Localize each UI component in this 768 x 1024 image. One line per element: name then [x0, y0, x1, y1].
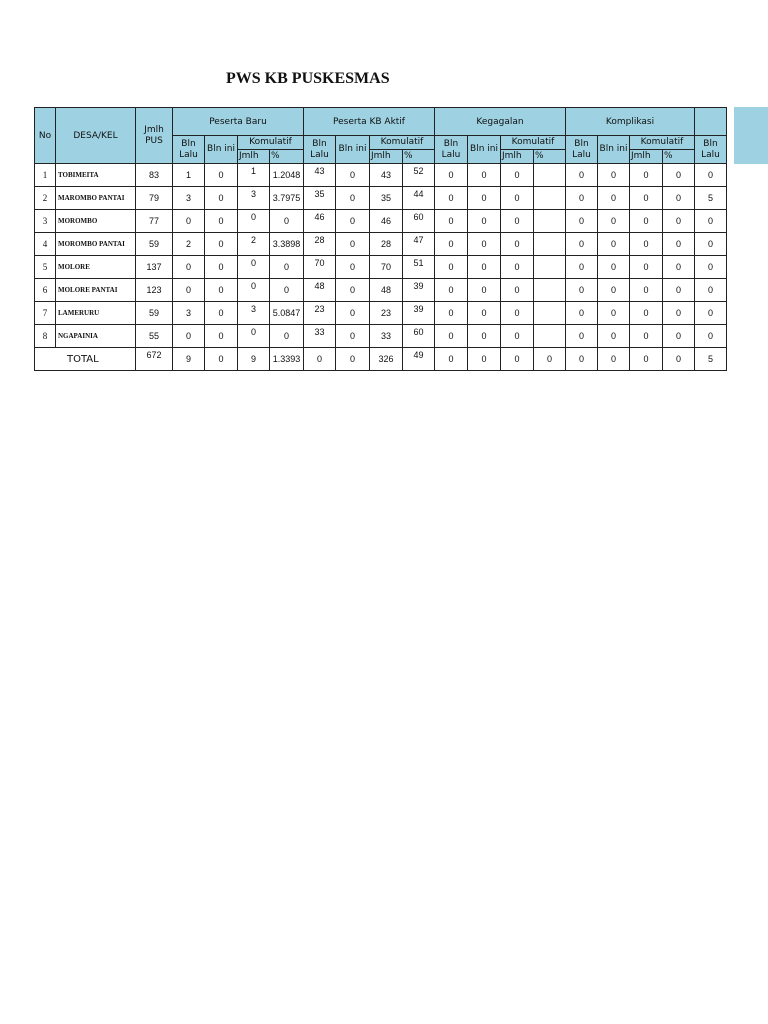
table-body	[35, 164, 727, 348]
cell-kg-ini: 0	[468, 233, 501, 256]
cell-pb-ini: 0	[205, 164, 238, 187]
cell-kg-jmlh: 0	[501, 187, 534, 210]
cell-ka-jmlh: 43	[370, 164, 403, 187]
header-pb-komulatif: Komulatif	[238, 136, 304, 150]
cell-kp-pct: 0	[663, 187, 695, 210]
cell-kp-ini: 0	[598, 233, 630, 256]
cell-pb-pct: 5.0847	[270, 302, 304, 325]
total-pb-jmlh: 9	[238, 348, 270, 371]
cell-ka-jmlh: 48	[370, 279, 403, 302]
cell-kp-pct: 0	[663, 233, 695, 256]
total-kg-jmlh: 0	[501, 348, 534, 371]
cell-kp-ini: 0	[598, 187, 630, 210]
total-kp-lalu: 0	[566, 348, 598, 371]
cell-ka-pct: 60	[403, 210, 435, 233]
cell-pb-lalu: 0	[173, 279, 205, 302]
header-pb-bln-ini: Bln ini	[205, 136, 238, 164]
cell-ka-pct: 39	[403, 279, 435, 302]
cell-ka-lalu: 70	[304, 256, 336, 279]
header-komplikasi: Komplikasi	[566, 108, 695, 136]
cell-pb-ini: 0	[205, 302, 238, 325]
header-no: No	[35, 108, 56, 164]
total-ka-jmlh: 326	[370, 348, 403, 371]
cell-kp-jmlh: 0	[630, 279, 663, 302]
cell-kp-pct: 0	[663, 325, 695, 348]
cell-kp-lalu: 0	[566, 210, 598, 233]
cell-kg-lalu: 0	[435, 233, 468, 256]
total-ka-ini: 0	[336, 348, 370, 371]
total-x-lalu: 5	[695, 348, 727, 371]
cell-ka-lalu: 23	[304, 302, 336, 325]
cell-ka-ini: 0	[336, 164, 370, 187]
pws-table	[34, 107, 727, 371]
cell-pus: 77	[136, 210, 173, 233]
cell-pb-ini: 0	[205, 279, 238, 302]
cell-pb-jmlh: 2	[238, 233, 270, 256]
header-kg-bln-lalu: Bln Lalu	[435, 136, 468, 164]
cell-pus: 55	[136, 325, 173, 348]
cell-kp-jmlh: 0	[630, 164, 663, 187]
cell-pb-lalu: 0	[173, 256, 205, 279]
cell-kg-pct	[534, 256, 566, 279]
header-pus: Jmlh PUS	[136, 108, 173, 164]
header-kg-komulatif: Komulatif	[501, 136, 566, 150]
cell-pb-jmlh: 1	[238, 164, 270, 187]
cell-no: 6	[35, 279, 56, 302]
cell-pb-ini: 0	[205, 325, 238, 348]
total-row	[35, 348, 727, 371]
cell-ka-jmlh: 23	[370, 302, 403, 325]
cell-ka-lalu: 46	[304, 210, 336, 233]
cell-ka-lalu: 43	[304, 164, 336, 187]
cell-kg-jmlh: 0	[501, 164, 534, 187]
total-kp-jmlh: 0	[630, 348, 663, 371]
cell-kg-jmlh: 0	[501, 325, 534, 348]
cell-pb-pct: 1.2048	[270, 164, 304, 187]
cell-ka-lalu: 33	[304, 325, 336, 348]
cell-kg-lalu: 0	[435, 256, 468, 279]
cell-ka-jmlh: 28	[370, 233, 403, 256]
header-ka-pct: %	[403, 150, 435, 164]
cell-desa: NGAPAINIA	[56, 325, 136, 348]
cell-desa: MOLORE	[56, 256, 136, 279]
total-ka-pct: 49	[403, 348, 435, 371]
cell-kg-lalu: 0	[435, 187, 468, 210]
cell-x-lalu: 0	[695, 302, 727, 325]
cell-ka-ini: 0	[336, 279, 370, 302]
cell-ka-ini: 0	[336, 302, 370, 325]
header-kg-bln-ini: Bln ini	[468, 136, 501, 164]
cell-no: 1	[35, 164, 56, 187]
header-x-bln-lalu: Bln Lalu	[695, 136, 727, 164]
cell-ka-lalu: 48	[304, 279, 336, 302]
cell-kp-ini: 0	[598, 164, 630, 187]
cell-kp-lalu: 0	[566, 187, 598, 210]
cell-ka-pct: 60	[403, 325, 435, 348]
cell-x-lalu: 0	[695, 210, 727, 233]
cell-kg-jmlh: 0	[501, 279, 534, 302]
cell-kg-pct	[534, 279, 566, 302]
cell-pb-lalu: 1	[173, 164, 205, 187]
cell-kp-pct: 0	[663, 164, 695, 187]
cell-kg-ini: 0	[468, 164, 501, 187]
cell-kg-lalu: 0	[435, 302, 468, 325]
total-kg-lalu: 0	[435, 348, 468, 371]
header-ka-komulatif: Komulatif	[370, 136, 435, 150]
table-row	[35, 325, 727, 348]
cell-ka-pct: 39	[403, 302, 435, 325]
cell-x-lalu: 0	[695, 325, 727, 348]
header-kp-bln-lalu: Bln Lalu	[566, 136, 598, 164]
cell-no: 7	[35, 302, 56, 325]
cell-kg-ini: 0	[468, 279, 501, 302]
cell-pus: 79	[136, 187, 173, 210]
cell-pb-jmlh: 0	[238, 256, 270, 279]
table-row	[35, 187, 727, 210]
cell-kp-lalu: 0	[566, 233, 598, 256]
cell-pus: 59	[136, 233, 173, 256]
cell-kp-jmlh: 0	[630, 233, 663, 256]
header-pb-pct: %	[270, 150, 304, 164]
cell-pb-pct: 3.7975	[270, 187, 304, 210]
cell-desa: LAMERURU	[56, 302, 136, 325]
header-pb-jmlh: Jmlh	[238, 150, 270, 164]
header-desa: DESA/KEL	[56, 108, 136, 164]
cell-pb-lalu: 3	[173, 187, 205, 210]
cell-kg-pct	[534, 325, 566, 348]
cell-kg-ini: 0	[468, 325, 501, 348]
header-pb-bln-lalu: Bln Lalu	[173, 136, 205, 164]
header-kp-komulatif: Komulatif	[630, 136, 695, 150]
cell-kg-jmlh: 0	[501, 210, 534, 233]
cell-kp-ini: 0	[598, 256, 630, 279]
cell-pb-pct: 0	[270, 279, 304, 302]
cell-kp-lalu: 0	[566, 302, 598, 325]
cell-kp-jmlh: 0	[630, 256, 663, 279]
cell-kp-lalu: 0	[566, 164, 598, 187]
cell-pb-jmlh: 0	[238, 210, 270, 233]
cell-kg-pct	[534, 210, 566, 233]
cell-pus: 123	[136, 279, 173, 302]
cell-pb-pct: 0	[270, 325, 304, 348]
cell-kg-jmlh: 0	[501, 233, 534, 256]
total-ka-lalu: 0	[304, 348, 336, 371]
total-kp-ini: 0	[598, 348, 630, 371]
cell-pb-lalu: 2	[173, 233, 205, 256]
cell-kp-jmlh: 0	[630, 187, 663, 210]
cell-kp-lalu: 0	[566, 256, 598, 279]
cell-kg-ini: 0	[468, 302, 501, 325]
cell-kg-jmlh: 0	[501, 256, 534, 279]
cell-pb-lalu: 3	[173, 302, 205, 325]
cell-kg-ini: 0	[468, 256, 501, 279]
cell-x-lalu: 0	[695, 233, 727, 256]
cell-kp-jmlh: 0	[630, 325, 663, 348]
cell-kg-pct	[534, 302, 566, 325]
cell-no: 2	[35, 187, 56, 210]
table-row	[35, 302, 727, 325]
total-pb-pct: 1.3393	[270, 348, 304, 371]
cell-kp-lalu: 0	[566, 325, 598, 348]
cell-kg-pct	[534, 187, 566, 210]
header-kp-bln-ini: Bln ini	[598, 136, 630, 164]
cell-pb-jmlh: 3	[238, 187, 270, 210]
cell-pb-pct: 0	[270, 256, 304, 279]
cell-kp-pct: 0	[663, 210, 695, 233]
header-extra	[695, 108, 727, 136]
total-kp-pct: 0	[663, 348, 695, 371]
cell-ka-ini: 0	[336, 256, 370, 279]
cell-pb-pct: 0	[270, 210, 304, 233]
cell-no: 8	[35, 325, 56, 348]
cell-ka-jmlh: 46	[370, 210, 403, 233]
table-row	[35, 164, 727, 187]
cell-kg-pct	[534, 233, 566, 256]
total-pus: 672	[136, 348, 173, 371]
cell-kg-ini: 0	[468, 210, 501, 233]
header-ka-bln-ini: Bln ini	[336, 136, 370, 164]
cell-ka-lalu: 35	[304, 187, 336, 210]
header-extension	[734, 107, 768, 164]
cell-kg-lalu: 0	[435, 325, 468, 348]
cell-ka-jmlh: 70	[370, 256, 403, 279]
cell-ka-ini: 0	[336, 210, 370, 233]
cell-pb-ini: 0	[205, 210, 238, 233]
page-title: PWS KB PUSKESMAS	[226, 70, 390, 87]
cell-no: 4	[35, 233, 56, 256]
cell-desa: TOBIMEITA	[56, 164, 136, 187]
cell-x-lalu: 0	[695, 256, 727, 279]
cell-pus: 137	[136, 256, 173, 279]
cell-desa: MOROMBO	[56, 210, 136, 233]
header-ka-bln-lalu: Bln Lalu	[304, 136, 336, 164]
cell-pb-ini: 0	[205, 256, 238, 279]
header-peserta-baru: Peserta Baru	[173, 108, 304, 136]
cell-ka-jmlh: 35	[370, 187, 403, 210]
cell-kp-ini: 0	[598, 279, 630, 302]
header-kegagalan: Kegagalan	[435, 108, 566, 136]
header-kp-pct: %	[663, 150, 695, 164]
cell-kp-ini: 0	[598, 302, 630, 325]
cell-kg-jmlh: 0	[501, 302, 534, 325]
header-peserta-aktif: Peserta KB Aktif	[304, 108, 435, 136]
total-pb-lalu: 9	[173, 348, 205, 371]
cell-kp-pct: 0	[663, 302, 695, 325]
cell-pb-jmlh: 0	[238, 325, 270, 348]
cell-desa: MOLORE PANTAI	[56, 279, 136, 302]
cell-pb-pct: 3.3898	[270, 233, 304, 256]
table-row	[35, 279, 727, 302]
cell-desa: MAROMBO PANTAI	[56, 187, 136, 210]
cell-ka-jmlh: 33	[370, 325, 403, 348]
cell-no: 5	[35, 256, 56, 279]
cell-kg-lalu: 0	[435, 164, 468, 187]
cell-pb-ini: 0	[205, 187, 238, 210]
header-kg-jmlh: Jmlh	[501, 150, 534, 164]
header-ka-jmlh: Jmlh	[370, 150, 403, 164]
cell-kp-ini: 0	[598, 325, 630, 348]
total-kg-ini: 0	[468, 348, 501, 371]
cell-kp-lalu: 0	[566, 279, 598, 302]
cell-kp-pct: 0	[663, 279, 695, 302]
cell-ka-ini: 0	[336, 325, 370, 348]
cell-kg-lalu: 0	[435, 210, 468, 233]
cell-kg-ini: 0	[468, 187, 501, 210]
cell-ka-lalu: 28	[304, 233, 336, 256]
cell-ka-ini: 0	[336, 187, 370, 210]
cell-x-lalu: 0	[695, 279, 727, 302]
cell-ka-pct: 51	[403, 256, 435, 279]
cell-x-lalu: 5	[695, 187, 727, 210]
cell-ka-pct: 47	[403, 233, 435, 256]
cell-pus: 83	[136, 164, 173, 187]
cell-no: 3	[35, 210, 56, 233]
table-row	[35, 256, 727, 279]
cell-ka-ini: 0	[336, 233, 370, 256]
table-row	[35, 233, 727, 256]
header-kp-jmlh: Jmlh	[630, 150, 663, 164]
cell-kp-ini: 0	[598, 210, 630, 233]
cell-ka-pct: 44	[403, 187, 435, 210]
cell-kp-jmlh: 0	[630, 302, 663, 325]
cell-pb-ini: 0	[205, 233, 238, 256]
table-row	[35, 210, 727, 233]
cell-kp-jmlh: 0	[630, 210, 663, 233]
cell-ka-pct: 52	[403, 164, 435, 187]
cell-pb-jmlh: 0	[238, 279, 270, 302]
cell-pb-lalu: 0	[173, 325, 205, 348]
cell-x-lalu: 0	[695, 164, 727, 187]
total-label: TOTAL	[35, 348, 136, 371]
cell-desa: MOROMBO PANTAI	[56, 233, 136, 256]
cell-kg-lalu: 0	[435, 279, 468, 302]
cell-pb-lalu: 0	[173, 210, 205, 233]
total-pb-ini: 0	[205, 348, 238, 371]
cell-kp-pct: 0	[663, 256, 695, 279]
cell-pb-jmlh: 3	[238, 302, 270, 325]
cell-kg-pct	[534, 164, 566, 187]
cell-pus: 59	[136, 302, 173, 325]
total-kg-pct: 0	[534, 348, 566, 371]
header-kg-pct: %	[534, 150, 566, 164]
